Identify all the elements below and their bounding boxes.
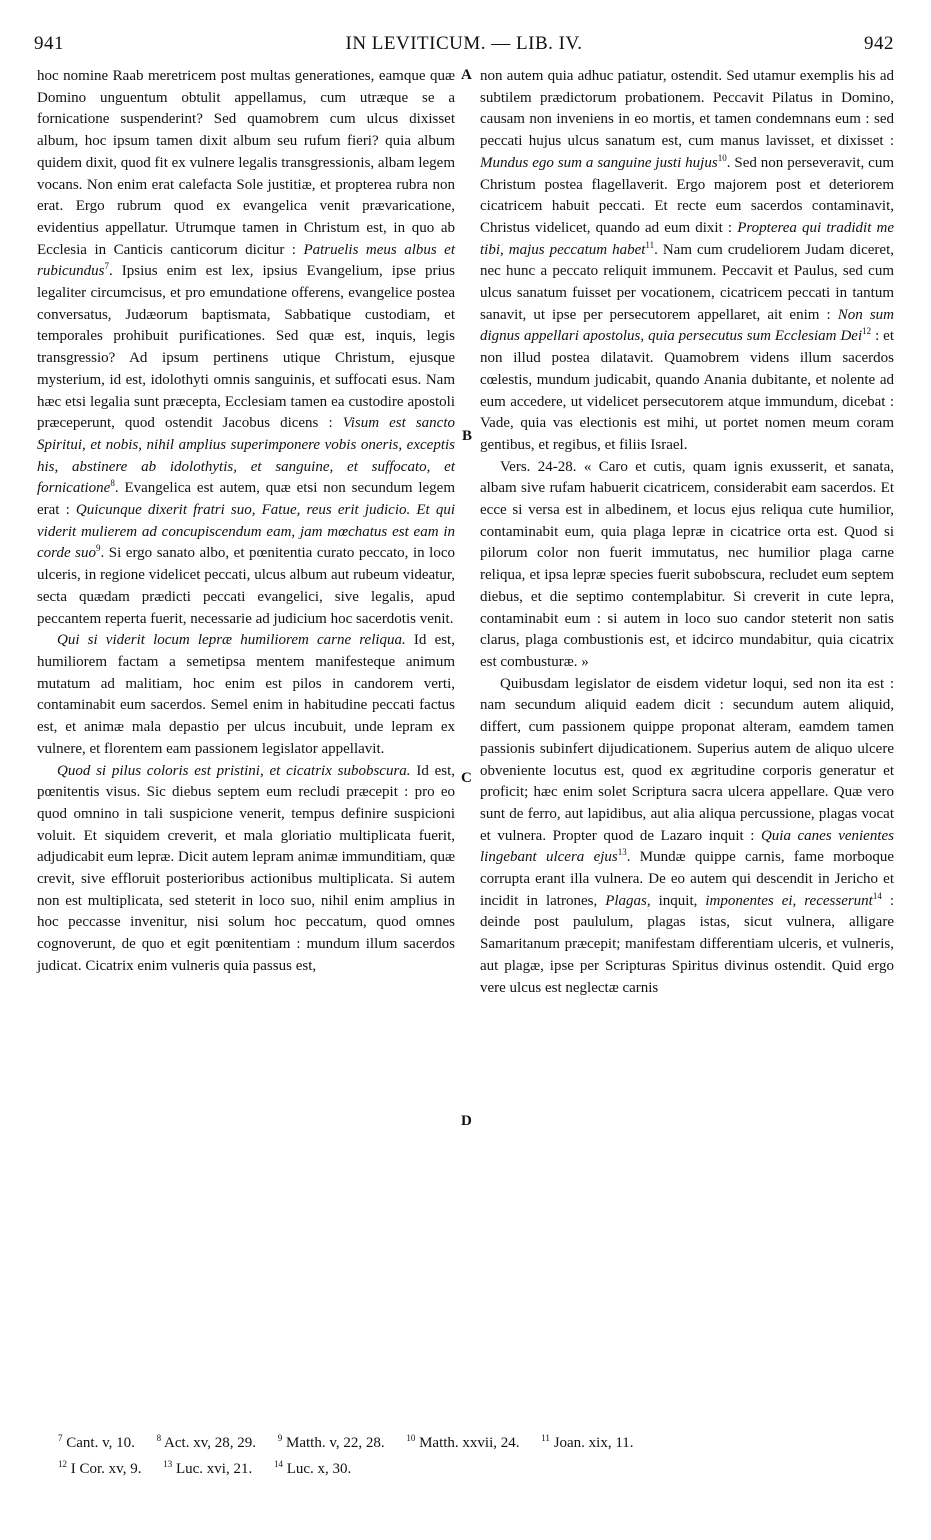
citation: Propterea qui tradidit me tibi, majus peccatum habet: [480, 219, 894, 258]
footnote-ref: 8: [110, 478, 115, 489]
page-header: [34, 33, 894, 61]
right-paragraph-1: [480, 66, 894, 457]
citation: Mundus ego sum a sanguine justi hujus: [480, 154, 718, 171]
footnote-ref: 11: [645, 239, 655, 250]
footnote-number: 11: [541, 1433, 550, 1443]
citation: Non sum dignus appellari apostolus, quia persecutus sum Ecclesiam Dei: [480, 306, 895, 345]
footnote-number: 10: [406, 1433, 416, 1443]
left-paragraph-1: [37, 66, 455, 630]
footnote-text: Matth. xxvii, 24.: [419, 1435, 520, 1451]
footnote-ref: 14: [872, 890, 882, 901]
footnote-text: I Cor. xv, 9.: [70, 1461, 142, 1477]
right-paragraph-2: [480, 457, 894, 674]
text-run: Id est, humiliorem factam a semetipsa mentem manifesteque animum mutatum ad malitiam, hoc enim est pilos in candorem verti, contaminabit eum sacerdos. Semel enim in habitudine peccati factus est, et animæ mala depastio per ulcus incubuit, unde lepram ex vulnere, et florentem eam passionem legislator appellavit.: [37, 632, 455, 757]
text-run: non autem quia adhuc patiatur, ostendit. Sed utamur exemplis his ad subtilem prædictorum probationem. Peccavit Pilatus in Domino, causam non inveniens in eo mortis, et tamen condemnans eum : sed peccati hujus ulcus sanatum est, cum manus lavisset, et dixisset :: [480, 68, 894, 150]
lemma: Qui si viderit locum lepræ humiliorem carne reliqua.: [57, 632, 406, 649]
citation: Plagas: [605, 892, 647, 909]
footnote-ref: 10: [717, 152, 727, 163]
footnotes: [58, 1428, 898, 1480]
text-run: « Caro et cutis, quam ignis exusserit, et sanata, albam sive rufam habuerit cicatricem, considerabit eam sacerdos. Et ecce si versa est in albedinem, et locus ejus reliqua cute humilior, contaminabit eum, quia plaga lepræ in cicatrice orta est. Quod si pilorum color non fuerit immutatus, nec humilior plaga carne reliqua, et ipsa lepræ species fuerit subobscura, recludet eum septem diebus, et die septimo contemplabitur. Si creverit in cute lepra, contaminabit eum : si autem in loco suo candor steterit non satis clarus, plaga combustionis est, et idcirco mundabitur, quia cicatrix est combusturæ. »: [480, 458, 895, 670]
verse-label: Vers. 24-28.: [500, 458, 577, 475]
lemma: Quod si pilus coloris est pristini, et cicatrix subobscura.: [57, 762, 411, 779]
footnote-number: 9: [277, 1433, 283, 1443]
citation: Patruelis meus albus et rubicundus: [37, 241, 456, 280]
text-run: . Nam cum crudeliorem Judam diceret, nec hunc a peccato reliquit immunem. Peccavit et Paulus, sed cum ulcus sanatum fuisset per vocationem, cicatricem peccati in tantum sanavit, ut ipse per persecutorem appellaret, ait enim :: [480, 241, 895, 323]
footnote-ref: 12: [862, 326, 872, 337]
footnote-number: 14: [273, 1459, 283, 1469]
footnote-text: Act. xv, 28, 29.: [164, 1435, 256, 1451]
footnote-line-2: [58, 1454, 898, 1480]
margin-letter-c: C: [461, 770, 472, 786]
footnote-ref: 9: [95, 543, 101, 554]
page-number-left: 941: [34, 33, 64, 54]
text-run: . Mundæ quippe carnis, fame morboque corrupta erant illa vulnera. De eo autem qui descendit in Jericho et incidit in latrones,: [480, 849, 894, 909]
left-paragraph-2: [37, 630, 455, 760]
text-run: , inquit,: [646, 892, 698, 909]
text-run: Id est, pœnitentis visus. Sic diebus septem eum recludi præcepit : pro eo quod omnino in tali suspicione venerit, tempus definire suspicioni voluit. Et siquidem creverit, et mala gloriatio multiplicata fuerit, adjudicabit eum lepræ. Dicit autem lepram animæ immunditiam, quæ crevit, sive effloruit posterioribus actionibus multiplicata. Si autem non est multiplicata, sed steterit in loco suo, nihil enim amplius in hoc peccasse invenitur, nisi solum hoc peccatum, quod omnes cognoverunt, de quo et egit pœnitentiam : mundum illum sacerdos judicat. Cicatrix enim vulneris quia passus est,: [37, 762, 455, 974]
footnote-number: 7: [58, 1433, 63, 1443]
text-run: : et non illud postea dilatavit. Quamobrem videns illum sacerdos cœlestis, mundum judicabit, quando Anania dubitante, et nolente ad eum accedere, ut videlicet persecutorem atque immundum, dicebat : Vade, quia vas electionis est mihi, ut portet nomen meum coram gentibus, et regibus, et filiis Israel.: [480, 328, 894, 453]
right-paragraph-3: [480, 674, 894, 1000]
left-column: [37, 66, 455, 978]
text-run: . Evangelica est autem, quæ etsi non secundum legem erat :: [37, 480, 455, 519]
footnote-number: 8: [156, 1433, 162, 1443]
footnote: [157, 1435, 256, 1451]
footnote: [278, 1435, 385, 1451]
text-run: . Ipsius enim est lex, ipsius Evangelium, ipse prius legaliter circumcisus, et pro emundatione offerens, evangelice postea conversatus, Judæorum baptismata, Sabbatique custodiam, et temporales prohibuit purificationes. Sed quæ est, inquis, legis transgressio? Ad ipsum pertinens utique Christum, ejusque mysterium, id est, idolothyti omnis sanguinis, et suffocati esus. Nam hæc etsi legalia sunt præcepta, Ecclesiam tamen ea custodire apostoli præceperunt, quod ostendit Jacobus dicens :: [37, 263, 455, 432]
footnote: [406, 1435, 519, 1451]
footnote: [541, 1435, 633, 1451]
right-column: [480, 66, 894, 999]
footnote-ref: 7: [104, 261, 109, 272]
citation: Quia canes venientes lingebant ulcera ejus: [480, 827, 894, 866]
footnote-text: Joan. xix, 11.: [553, 1435, 634, 1451]
running-title: IN LEVITICUM. — LIB. IV.: [345, 33, 583, 54]
footnote-text: Luc. x, 30.: [286, 1461, 352, 1477]
footnote: [58, 1435, 135, 1451]
text-run: Quibusdam legislator de eisdem videtur loqui, sed non ita est : nam secundum aliquid eadem dicit : secundum autem aliquid, differt, cum passionem quippe proponat alteram, eamdem tamen passionis subinfert dijudicationem. Superius autem de aliquo ulcere obveniente locutus est, quod ex ægritudine corporis generatur et proficit; hæc enim solet Scriptura sacra ulcera appellare. Quæ vero sunt de ferro, aut lapidibus, aut alia aliqua percussione, plagas vocat et vulnera. Propter quod de Lazaro inquit :: [480, 675, 894, 844]
citation: Quicunque dixerit fratri suo, Fatue, reus erit judicio. Et qui viderit mulierem ad concupiscendum eam, jam mœchatus est eam in corde suo: [37, 502, 455, 562]
margin-letter-a: A: [461, 67, 472, 83]
text-run: : deinde post paululum, plagas istas, sicut vulnera, alligare Samaritanum præcepit; manifestam differentiam ulceris, et vulneris, aut plagæ, ipse per Scripturas Spiritus divinus ostendit. Quid ergo vere ulcus est neglectæ carnis: [480, 892, 895, 996]
footnote-ref: 13: [617, 847, 627, 858]
page-number-right: 942: [864, 33, 894, 54]
footnote-number: 13: [163, 1459, 173, 1469]
footnote-line-1: [58, 1428, 898, 1454]
footnote-text: Matth. v, 22, 28.: [285, 1435, 385, 1451]
footnote: [274, 1461, 351, 1477]
footnote-text: Cant. v, 10.: [66, 1435, 135, 1451]
text-run: . Sed non perseveravit, cum Christum postea flagellaverit. Ergo majorem post et deteriorem cicatricem habuit peccati. Et recte eum sacerdos contaminavit, Christus videlicet, quando ad eum dixit :: [480, 154, 895, 236]
text-run: . Si ergo sanato albo, et pœnitentia curato peccato, in loco ulceris, in regione videlicet peccati, ulcus album aut rubeum videatur, secta quædam prædicti peccati evangelici, sive legalis, apud peccantem reperta fuerit, necessarie ad judicium hoc sacerdotis venit.: [37, 545, 455, 627]
text-run: hoc nomine Raab meretricem post multas generationes, eamque quæ Domino unguentum obtulit appellamus, cum utræque se a fornicatione suspenderint? Sed quamobrem cum ulcus dixisset album, hoc ipsum tamen dixit album seu rufum fieri? quia album quidem dixit, quod fit ex vulnere legalis transgressionis, albam legem vocans. Non enim erat calefacta Sole justitiæ, et propterea rubra non erat. Ergo rubrum quod ex evangelica venit prævaricatione, evidentius appellatur. Utrumque tamen in Christum est, in quo ab Ecclesia in Canticis canticorum dicitur :: [37, 68, 455, 258]
footnote-number: 12: [58, 1459, 67, 1469]
left-paragraph-3: [37, 761, 455, 978]
citation: Visum est sancto Spiritui, et nobis, nihil amplius superimponere vobis oneris, exceptis his, abstinere ab idolothytis, et sanguine, et suffocato, et fornicatione: [37, 415, 456, 497]
citation: imponentes ei, recesserunt: [705, 892, 873, 909]
footnote: [163, 1461, 252, 1477]
margin-letter-d: D: [461, 1113, 472, 1129]
footnote-text: Luc. xvi, 21.: [175, 1461, 253, 1477]
footnote: [58, 1461, 141, 1477]
margin-letter-b: B: [462, 428, 473, 444]
